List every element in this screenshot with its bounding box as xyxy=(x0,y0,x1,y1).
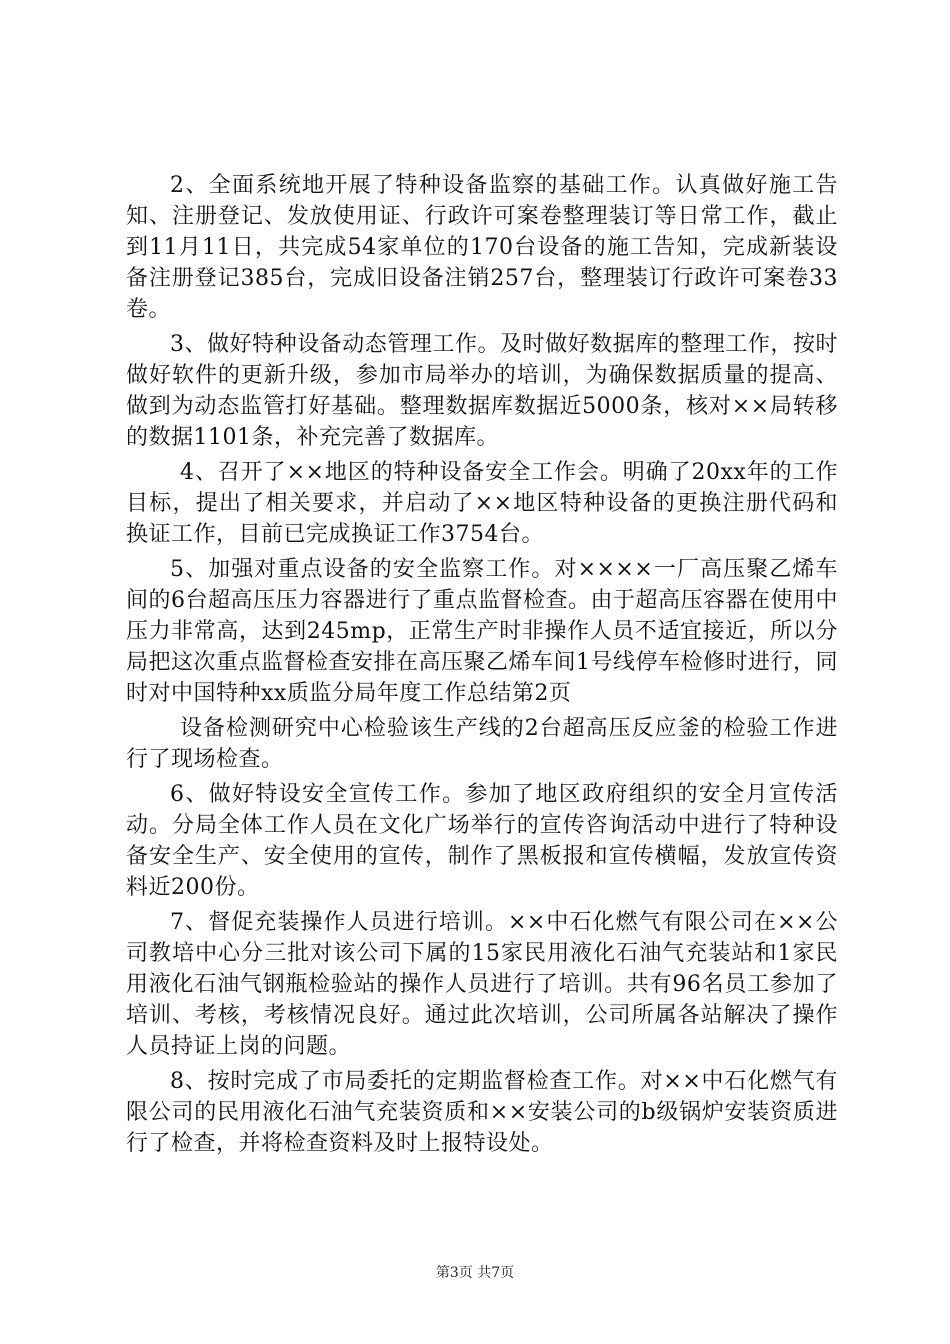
paragraph-item-5: 5、加强对重点设备的安全监察工作。对××××一厂高压聚乙烯车间的6台超高压压力容器进行了重点监督检查。由于超高压容器在使用中压力非常高，达到245mp，正常生产时非操作人员不适宜接近，所以分局把这次重点监督检查安排在高压聚乙烯车间1号线停车检修时进行，同时对中国特种xx质监分局年度工作总结第2页 xyxy=(126,557,838,706)
paragraph-item-6: 6、做好特设安全宣传工作。参加了地区政府组织的安全月宣传活动。分局全体工作人员在文化广场举行的宣传咨询活动中进行了特种设备安全生产、安全使用的宣传，制作了黑板报和宣传横幅，发放宣传资料近200份。 xyxy=(126,782,838,900)
paragraph-continuation: 设备检测研究中心检验该生产线的2台超高压反应釜的检验工作进行了现场检查。 xyxy=(126,716,838,772)
paragraph-item-7: 7、督促充装操作人员进行培训。××中石化燃气有限公司在××公司教培中心分三批对该公司下属的15家民用液化石油气充装站和1家民用液化石油气钢瓶检验站的操作人员进行了培训。共有96名员工参加了培训、考核，考核情况良好。通过此次培训，公司所属各站解决了操作人员持证上岗的问题。 xyxy=(126,910,838,1059)
document-body xyxy=(126,170,838,1163)
page-footer: 第3页 共7页 xyxy=(435,1265,515,1281)
paragraph-item-8: 8、按时完成了市局委托的定期监督检查工作。对××中石化燃气有限公司的民用液化石油气充装资质和××安装公司的b级锅炉安装资质进行了检查，并将检查资料及时上报特设处。 xyxy=(126,1069,838,1156)
paragraph-item-3: 3、做好特种设备动态管理工作。及时做好数据库的整理工作，按时做好软件的更新升级，参加市局举办的培训，为确保数据质量的提高、做到为动态监管打好基础。整理数据库数据近5000条，核对××局转移的数据1101条，补充完善了数据库。 xyxy=(126,332,838,450)
paragraph-item-2: 2、全面系统地开展了特种设备监察的基础工作。认真做好施工告知、注册登记、发放使用证、行政许可案卷整理装订等日常工作，截止到11月11日，共完成54家单位的170台设备的施工告知，完成新装设备注册登记385台，完成旧设备注销257台，整理装订行政许可案卷33卷。 xyxy=(126,173,838,322)
paragraph-item-4: 4、召开了××地区的特种设备安全工作会。明确了20xx年的工作目标，提出了相关要求，并启动了××地区特种设备的更换注册代码和换证工作，目前已完成换证工作3754台。 xyxy=(126,460,838,547)
